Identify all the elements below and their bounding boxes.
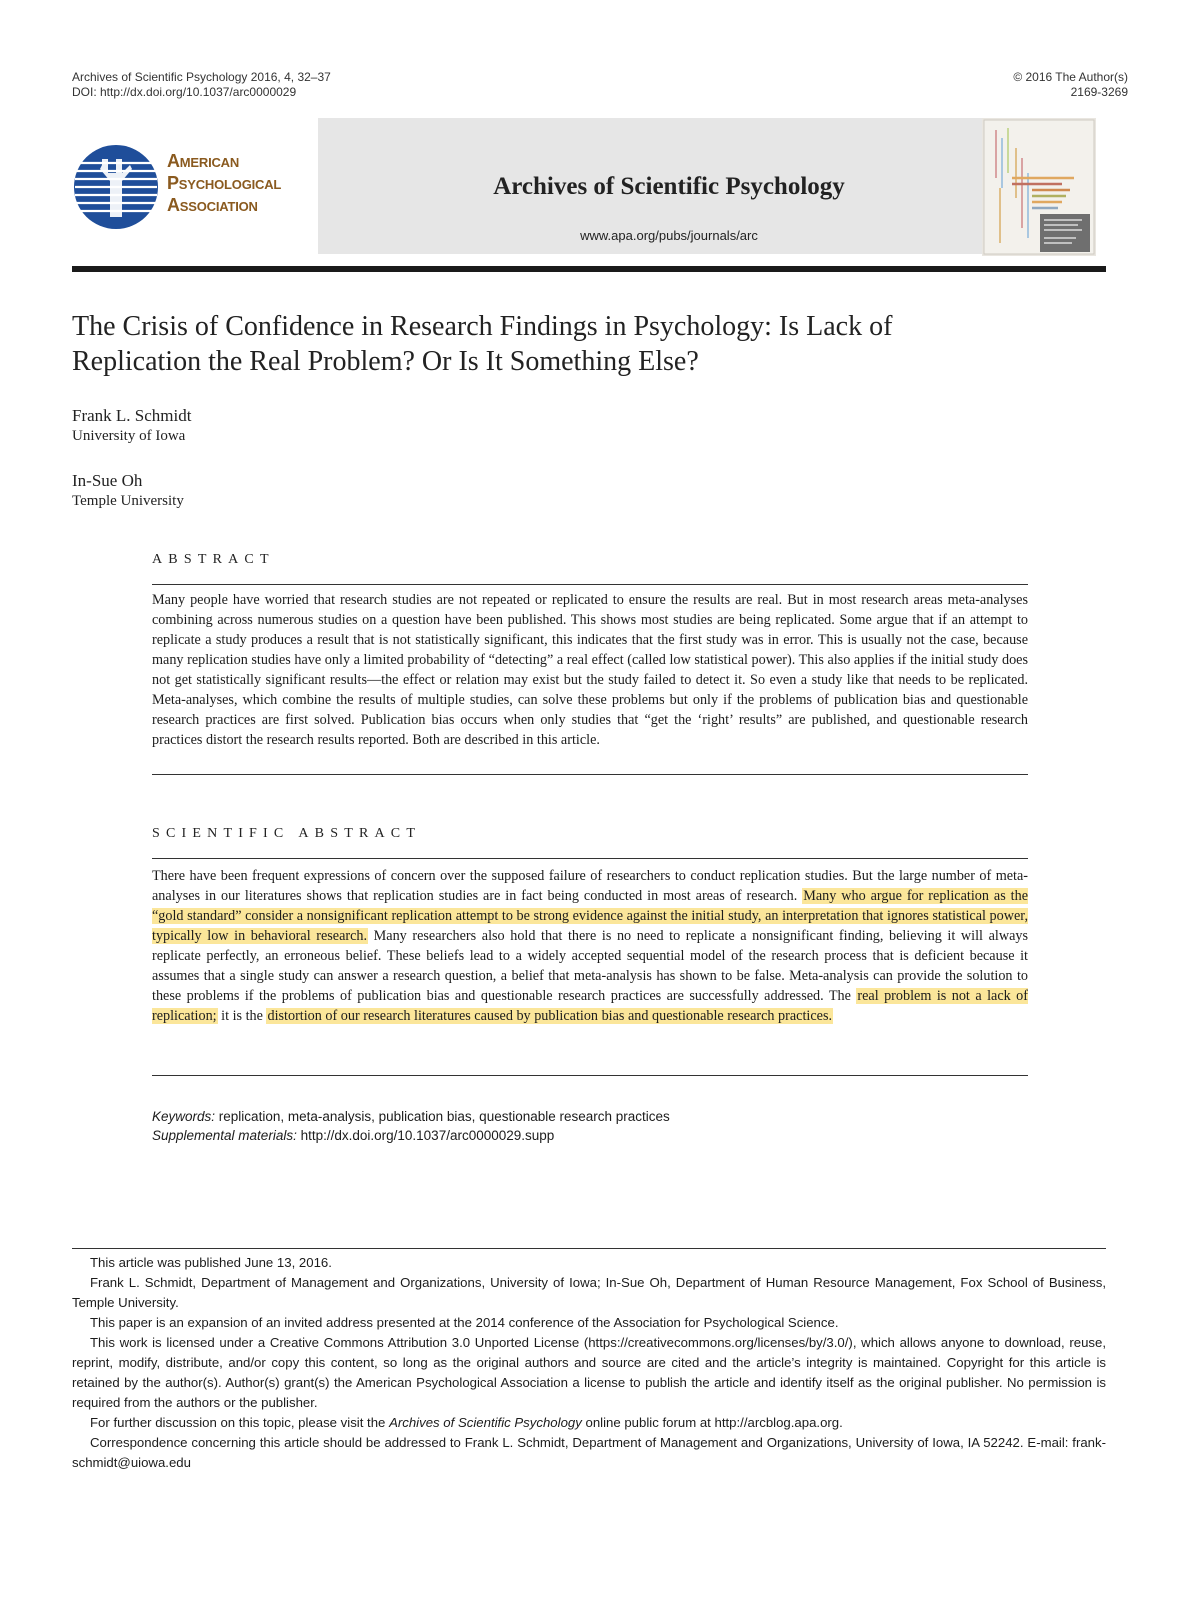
author-name: In-Sue Oh xyxy=(72,471,143,490)
footnote-affiliations: Frank L. Schmidt, Department of Management and Organizations, University of Iowa; In-Sue Oh, Department of Human Resource Management, Fox School of Business, Temple University. xyxy=(72,1275,1106,1310)
running-header-left xyxy=(72,70,331,100)
footnote-expansion: This paper is an expansion of an invited address presented at the 2014 conference of the Association for Psychological Science. xyxy=(90,1315,839,1330)
author-affiliation: Temple University xyxy=(72,493,184,509)
journal-url[interactable]: www.apa.org/pubs/journals/arc xyxy=(580,228,758,243)
section-rule xyxy=(152,1075,1028,1076)
abstract-heading: ABSTRACT xyxy=(152,552,275,567)
title-line: Replication the Real Problem? Or Is It Something Else? xyxy=(72,346,699,377)
journal-banner xyxy=(72,118,1106,258)
keywords-value: replication, meta-analysis, publication bias, questionable research practices xyxy=(218,1109,670,1124)
text-span: it is the xyxy=(217,1008,267,1024)
supplemental-link[interactable]: http://dx.doi.org/10.1037/arc0000029.supp xyxy=(300,1128,555,1143)
journal-citation: Archives of Scientific Psychology 2016, 4, 32–37 xyxy=(72,70,331,84)
footnote-correspondence: Correspondence concerning this article should be addressed to Frank L. Schmidt, Department of Management and Organizations, University of Iowa, IA 52242. E-mail: frank-schmidt@uiowa.edu xyxy=(72,1435,1106,1470)
section-rule xyxy=(152,774,1028,775)
author-affiliation: University of Iowa xyxy=(72,428,186,444)
journal-cover-image xyxy=(982,118,1096,256)
title-line: The Crisis of Confidence in Research Findings in Psychology: Is Lack of xyxy=(72,311,893,342)
apa-wordmark-line: Association xyxy=(167,195,258,215)
apa-wordmark-line: Psychological xyxy=(167,173,282,193)
abstract-text: Many people have worried that research studies are not repeated or replicated to ensure the results are real. But in most research areas meta-analyses combining across numerous studies on a question have been published. This shows most studies are being replicated. Some argue that if an attempt to replicate a study produces a result that is not statistically significant, this indicates that the first study was in error. This is usually not the case, because many replication studies have only a limited probability of “detecting” a real effect (called low statistical power). This also applies if the initial study does not get statistically significant results—the effect or relation may exist but the study failed to detect it. So even a study like that needs to be replicated. Meta-analyses, which combine the results of multiple studies, can solve these problems but only if the problems of publication bias and questionable research practices are first solved. Publication bias occurs when only studies that “get the ‘right’ results” are published, and questionable research practices distort the research results reported. Both are described in this article. xyxy=(152,592,1028,748)
supplemental-line xyxy=(152,1126,670,1145)
scientific-abstract-text xyxy=(152,866,1028,1026)
journal-title: Archives of Scientific Psychology xyxy=(493,173,845,200)
keywords-block xyxy=(152,1107,670,1145)
footnote-published: This article was published June 13, 2016. xyxy=(90,1255,332,1270)
copyright: © 2016 The Author(s) xyxy=(1013,70,1128,84)
footnotes xyxy=(72,1253,1106,1473)
keywords-line xyxy=(152,1107,670,1126)
highlighted-text[interactable]: Many who argue for replication as the “gold standard” consider a nonsignificant replication attempt to be strong evidence against the initial study, an interpretation that ignores statistical power, typically low in behavioral research. xyxy=(152,888,1028,944)
header-rule xyxy=(72,266,1106,272)
supplemental-label: Supplemental materials: xyxy=(152,1128,297,1143)
author-name: Frank L. Schmidt xyxy=(72,406,192,425)
scientific-abstract-heading: SCIENTIFIC ABSTRACT xyxy=(152,826,422,841)
issn: 2169-3269 xyxy=(1070,85,1128,99)
highlighted-text[interactable]: distortion of our research literatures caused by publication bias and questionable research practices. xyxy=(267,1008,833,1024)
running-header-right xyxy=(1013,70,1128,100)
footnote-rule xyxy=(72,1248,1106,1249)
footnote-license: This work is licensed under a Creative Commons Attribution 3.0 Unported License (https://creativecommons.org/licenses/by/3.0/), which allows anyone to download, reuse, reprint, modify, distribute, and/or copy this content, so long as the original authors and source are cited and the article’s integrity is maintained. Copyright for this article is retained by the author(s). Author(s) grant(s) the American Psychological Association a license to publish the article and identify itself as the original publisher. No permission is required from the authors or the publisher. xyxy=(72,1335,1106,1410)
apa-globe-icon xyxy=(72,143,160,231)
journal-title-box xyxy=(318,118,1020,254)
highlighted-text[interactable]: real problem is not a lack of replication; xyxy=(152,988,1028,1024)
apa-wordmark-line: American xyxy=(167,151,240,171)
text-span: For further discussion on this topic, please visit the xyxy=(90,1415,390,1430)
keywords-label: Keywords: xyxy=(152,1109,216,1124)
text-span: Many researchers also hold that there is no need to replicate a nonsignificant finding, believing it will always replicate perfectly, an erroneous belief. These beliefs lead to a widely accepted sequential model of the research process that is deficient because it assumes that a single study can answer a research question, a belief that meta-analysis has shown to be false. Meta-analysis can provide the solution to these problems if the problems of publication bias and questionable research practices are successfully addressed. The xyxy=(152,928,1028,1004)
text-span: online public forum at http://arcblog.apa.org. xyxy=(581,1415,843,1430)
footnote-forum xyxy=(72,1413,1106,1433)
forum-journal-name: Archives of Scientific Psychology xyxy=(389,1415,582,1430)
article-title xyxy=(72,309,1072,379)
text-span: There have been frequent expressions of concern over the supposed failure of researchers to conduct replication studies. But the large number of meta-analyses in our literatures shows that replication studies are in fact being conducted in most areas of research. xyxy=(152,868,1028,904)
apa-wordmark xyxy=(167,150,281,216)
doi-link[interactable]: DOI: http://dx.doi.org/10.1037/arc0000029 xyxy=(72,85,297,99)
section-rule xyxy=(152,584,1028,585)
section-rule xyxy=(152,858,1028,859)
apa-logo xyxy=(72,118,312,258)
